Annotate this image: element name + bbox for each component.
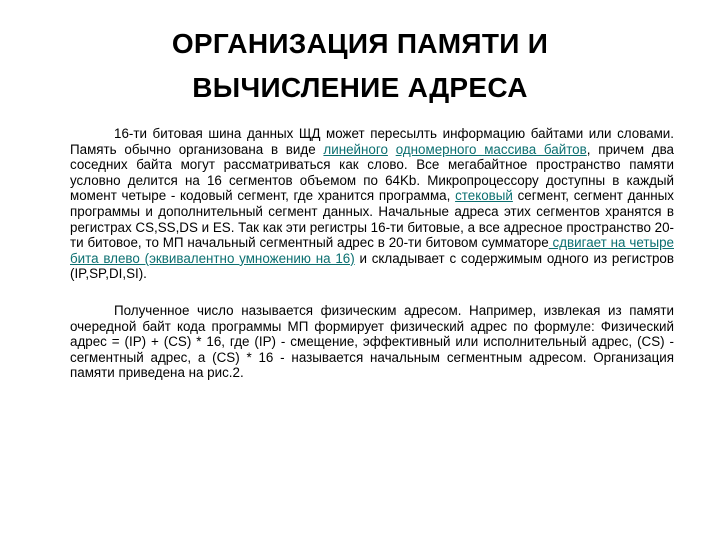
paragraph-1-text-d: и складывает с содержимым одного из регистров (IP,SP,DI,SI). <box>70 250 674 282</box>
link-one-dimensional-byte-array[interactable]: одномерного массива байтов <box>395 141 587 157</box>
body-text <box>70 126 674 381</box>
title-line-1: ОРГАНИЗАЦИЯ ПАМЯТИ И <box>171 28 549 59</box>
link-linear[interactable]: линейного <box>323 141 388 157</box>
paragraph-1-text-a: 16-ти битовая шина данных ЩД может пересылть информацию байтами или словами. Память обычно организована в виде <box>70 126 674 157</box>
paragraph-1-space <box>388 142 396 157</box>
paragraph-1 <box>70 126 674 282</box>
paragraph-1-text-c: сегмент, сегмент данных программы и дополнительный сегмент данных. Начальные адреса этих сегментов хранятся в регистрах CS,SS,DS и ES. Так как эти регистры 16-ти битовые, а все адресное пространство 20-ти битовое, то МП начальный сегментный адрес в 20-ти битовом сумматоре <box>70 188 674 251</box>
paragraph-2: Полученное число называется физическим адресом. Например, извлекая из памяти очередной байт кода программы МП формирует физический адрес по формуле: Физический адрес = (IP) + (CS) * 16, где (IP) - смещение, эффективный или исполнительный адрес, (CS) - сегментный адрес, а (CS) * 16 - называется начальным сегментным адресом. Организация памяти приведена на рис.2. <box>70 302 674 381</box>
title-line-2: ВЫЧИСЛЕНИЕ АДРЕСА <box>192 72 528 103</box>
link-shift-four-bits[interactable]: сдвигает на четыре бита влево (эквивалентно умножению на 16) <box>70 235 674 266</box>
link-stack[interactable]: стековый <box>455 188 513 204</box>
page-title <box>0 22 720 110</box>
paragraph-1-text-b: , причем два соседних байта могут рассматриваться как слово. Все мегабайтное пространство памяти условно делится на 16 сегментов объемом по 64Kb. Микропроцессору доступны в каждый момент четыре - кодовый сегмент, где хранится программа, <box>70 141 675 204</box>
